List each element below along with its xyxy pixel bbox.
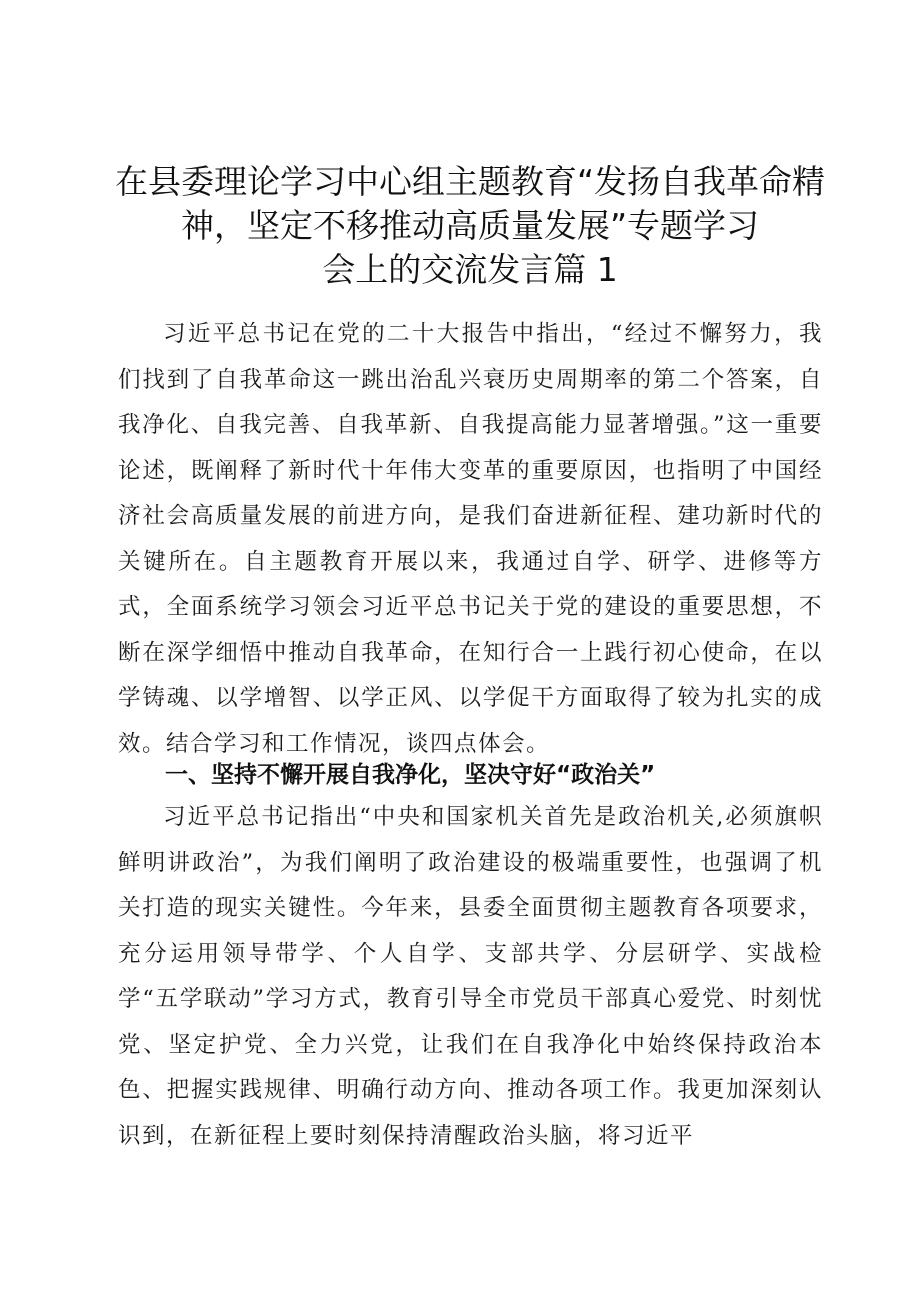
paragraph-section-1: 习近平总书记指出“中央和国家机关首先是政治机关,必须旗帜鲜明讲政治”，为我们阐明了政治建设的极端重要性，也强调了机关打造的现实关键性。今年来，县委全面贯彻主题教育各项要求，充分运用领导带学、个人自学、支部共学、分层研学、实战检学“五学联动”学习方式，教育引导全市党员干部真心爱党、时刻忧党、坚定护党、全力兴党，让我们在自我净化中始终保持政治本色、把握实践规律、明确行动方向、推动各项工作。我更加深刻认识到，在新征程上要时刻保持清醒政治头脑，将习近平 (118, 804, 823, 1149)
title-line-2: 神，坚定不移推动高质量发展”专题学习 (180, 206, 760, 245)
document-title (110, 160, 830, 292)
document-body-section-1 (118, 795, 823, 1159)
section-heading-1: 一、坚持不懈开展自我净化，坚决守好“政治关” (165, 762, 656, 788)
paragraph-intro: 习近平总书记在党的二十大报告中指出，“经过不懈努力，我们找到了自我革命这一跳出治乱兴衰历史周期率的第二个答案，自我净化、自我完善、自我革新、自我提高能力显著增强。”这一重要论述，既阐释了新时代十年伟大变革的重要原因，也指明了中国经济社会高质量发展的前进方向，是我们奋进新征程、建功新时代的关键所在。自主题教育开展以来，我通过自学、研学、进修等方式，全面系统学习领会习近平总书记关于党的建设的重要思想，不断在深学细悟中推动自我革命，在知行合一上践行初心使命，在以学铸魂、以学增智、以学正风、以学促干方面取得了较为扎实的成效。结合学习和工作情况，谈四点体会。 (118, 321, 823, 757)
title-line-1: 在县委理论学习中心组主题教育“发扬自我革命精 (114, 162, 826, 201)
title-line-3: 会上的交流发言篇 1 (322, 250, 618, 289)
document-body-top (118, 312, 823, 767)
